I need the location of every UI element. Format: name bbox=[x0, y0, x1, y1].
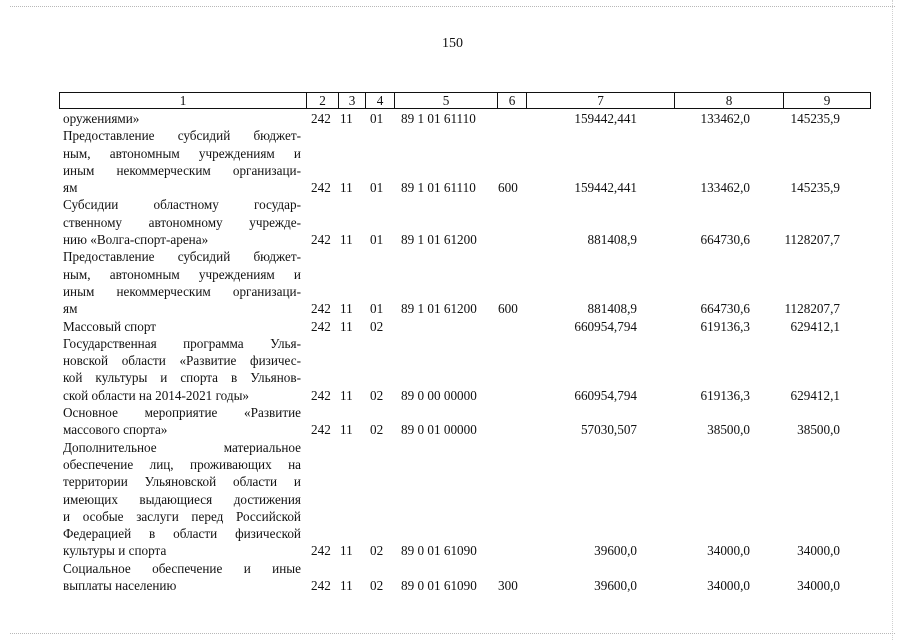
cell-col-8: 619136,3 bbox=[700, 318, 750, 334]
table-row bbox=[0, 248, 905, 317]
description-line: Основное мероприятие «Развитие bbox=[63, 405, 301, 421]
cell-col-8: 133462,0 bbox=[700, 180, 750, 196]
description-line: Федерацией в области физической bbox=[63, 526, 301, 542]
table-body bbox=[0, 110, 905, 594]
header-col-3: 3 bbox=[338, 93, 365, 108]
row-description bbox=[63, 318, 301, 335]
row-description bbox=[63, 439, 301, 560]
description-line: ям bbox=[63, 180, 78, 196]
cell-col-5: 89 1 01 61200 bbox=[401, 232, 477, 248]
description-line: ным, автономным учреждениям и bbox=[63, 145, 301, 161]
cell-col-4: 02 bbox=[370, 318, 384, 334]
table-row bbox=[0, 196, 905, 248]
cell-col-8: 664730,6 bbox=[700, 232, 750, 248]
header-col-4: 4 bbox=[365, 93, 394, 108]
cell-col-9: 145235,9 bbox=[790, 180, 840, 196]
row-description bbox=[63, 110, 301, 127]
cell-col-4: 02 bbox=[370, 422, 384, 438]
cell-col-7: 159442,441 bbox=[574, 111, 637, 126]
cell-col-4: 01 bbox=[370, 301, 384, 317]
cell-col-2: 242 bbox=[311, 387, 331, 403]
row-description bbox=[63, 196, 301, 248]
cell-col-6: 600 bbox=[498, 180, 518, 196]
description-line: ям bbox=[63, 301, 78, 317]
cell-col-8: 619136,3 bbox=[700, 387, 750, 403]
table-row bbox=[0, 127, 905, 196]
cell-col-2: 242 bbox=[311, 578, 331, 594]
description-line: нию «Волга-спорт-арена» bbox=[63, 232, 209, 248]
header-col-9: 9 bbox=[783, 93, 870, 108]
row-description bbox=[63, 248, 301, 317]
cell-col-4: 01 bbox=[370, 180, 384, 196]
description-line: культуры и спорта bbox=[63, 543, 167, 559]
description-line: Дополнительное материальное bbox=[63, 439, 301, 455]
cell-col-4: 01 bbox=[370, 111, 384, 126]
description-line: Массовый спорт bbox=[63, 318, 157, 334]
cell-col-2: 242 bbox=[311, 232, 331, 248]
scan-edge-bottom bbox=[10, 633, 895, 634]
cell-col-3: 11 bbox=[340, 232, 353, 248]
table-row bbox=[0, 335, 905, 404]
cell-col-9: 34000,0 bbox=[797, 578, 840, 594]
header-col-2: 2 bbox=[306, 93, 338, 108]
header-col-8: 8 bbox=[674, 93, 783, 108]
cell-col-9: 145235,9 bbox=[790, 111, 840, 126]
description-line: массового спорта» bbox=[63, 422, 168, 438]
cell-col-9: 1128207,7 bbox=[784, 301, 840, 317]
cell-col-5: 89 0 00 00000 bbox=[401, 387, 477, 403]
cell-col-7: 39600,0 bbox=[594, 578, 637, 594]
cell-col-5: 89 1 01 61200 bbox=[401, 301, 477, 317]
cell-col-9: 38500,0 bbox=[797, 422, 840, 438]
row-description bbox=[63, 127, 301, 196]
description-line: кой культуры и спорта в Ульянов- bbox=[63, 370, 301, 386]
row-description bbox=[63, 335, 301, 404]
table-row bbox=[0, 318, 905, 335]
cell-col-9: 629412,1 bbox=[790, 318, 840, 334]
description-line: новской области «Развитие физичес- bbox=[63, 353, 301, 369]
cell-col-9: 34000,0 bbox=[797, 543, 840, 559]
cell-col-7: 57030,507 bbox=[580, 422, 637, 438]
cell-col-5: 89 1 01 61110 bbox=[401, 111, 476, 126]
cell-col-4: 02 bbox=[370, 578, 384, 594]
cell-col-3: 11 bbox=[340, 318, 353, 334]
description-line: иным некоммерческим организаци- bbox=[63, 283, 301, 299]
cell-col-3: 11 bbox=[340, 387, 353, 403]
cell-col-2: 242 bbox=[311, 422, 331, 438]
description-line: и особые заслуги перед Российской bbox=[63, 508, 301, 524]
cell-col-4: 02 bbox=[370, 387, 384, 403]
page-number: 150 bbox=[442, 36, 463, 51]
header-col-6: 6 bbox=[497, 93, 526, 108]
cell-col-4: 01 bbox=[370, 232, 384, 248]
cell-col-8: 38500,0 bbox=[707, 422, 750, 438]
cell-col-2: 242 bbox=[311, 543, 331, 559]
description-line: Субсидии областному государ- bbox=[63, 197, 301, 213]
cell-col-7: 881408,9 bbox=[587, 301, 637, 317]
cell-col-8: 664730,6 bbox=[700, 301, 750, 317]
cell-col-7: 881408,9 bbox=[587, 232, 637, 248]
header-col-7: 7 bbox=[526, 93, 674, 108]
cell-col-3: 11 bbox=[340, 578, 353, 594]
description-line: иным некоммерческим организаци- bbox=[63, 162, 301, 178]
cell-col-8: 34000,0 bbox=[707, 578, 750, 594]
description-line: обеспечение лиц, проживающих на bbox=[63, 456, 301, 472]
cell-col-2: 242 bbox=[311, 318, 331, 334]
cell-col-7: 39600,0 bbox=[594, 543, 637, 559]
cell-col-7: 660954,794 bbox=[574, 387, 637, 403]
cell-col-3: 11 bbox=[340, 422, 353, 438]
description-line: ным, автономным учреждениям и bbox=[63, 266, 301, 282]
header-col-1: 1 bbox=[179, 93, 187, 108]
cell-col-8: 133462,0 bbox=[700, 111, 750, 126]
cell-col-5: 89 0 01 00000 bbox=[401, 422, 477, 438]
description-line: Предоставление субсидий бюджет- bbox=[63, 128, 301, 144]
cell-col-7: 660954,794 bbox=[574, 318, 637, 334]
row-description bbox=[63, 560, 301, 595]
cell-col-3: 11 bbox=[340, 111, 353, 126]
cell-col-2: 242 bbox=[311, 180, 331, 196]
cell-col-3: 11 bbox=[340, 301, 353, 317]
cell-col-4: 02 bbox=[370, 543, 384, 559]
row-description bbox=[63, 404, 301, 439]
description-line: выплаты населению bbox=[63, 578, 177, 594]
cell-col-3: 11 bbox=[340, 180, 353, 196]
description-line: имеющих выдающиеся достижения bbox=[63, 491, 301, 507]
cell-col-6: 600 bbox=[498, 301, 518, 317]
cell-col-7: 159442,441 bbox=[574, 180, 637, 196]
cell-col-9: 629412,1 bbox=[790, 387, 840, 403]
cell-col-2: 242 bbox=[311, 301, 331, 317]
table-header bbox=[59, 92, 871, 109]
description-line: ской области на 2014-2021 годы» bbox=[63, 387, 250, 403]
scan-edge-top bbox=[10, 6, 895, 7]
cell-col-9: 1128207,7 bbox=[784, 232, 840, 248]
description-line: Государственная программа Улья- bbox=[63, 335, 301, 351]
description-line: ственному автономному учрежде- bbox=[63, 214, 301, 230]
description-line: Предоставление субсидий бюджет- bbox=[63, 249, 301, 265]
description-line: территории Ульяновской области и bbox=[63, 474, 301, 490]
table-row bbox=[0, 439, 905, 560]
table-row bbox=[0, 110, 905, 127]
description-line: оружениями» bbox=[63, 111, 140, 126]
cell-col-3: 11 bbox=[340, 543, 353, 559]
cell-col-8: 34000,0 bbox=[707, 543, 750, 559]
cell-col-5: 89 0 01 61090 bbox=[401, 543, 477, 559]
cell-col-6: 300 bbox=[498, 578, 518, 594]
table-row bbox=[0, 560, 905, 595]
description-line: Социальное обеспечение и иные bbox=[63, 560, 301, 576]
header-col-5: 5 bbox=[394, 93, 497, 108]
cell-col-5: 89 1 01 61110 bbox=[401, 180, 476, 196]
table-row bbox=[0, 404, 905, 439]
cell-col-5: 89 0 01 61090 bbox=[401, 578, 477, 594]
cell-col-2: 242 bbox=[311, 111, 331, 126]
